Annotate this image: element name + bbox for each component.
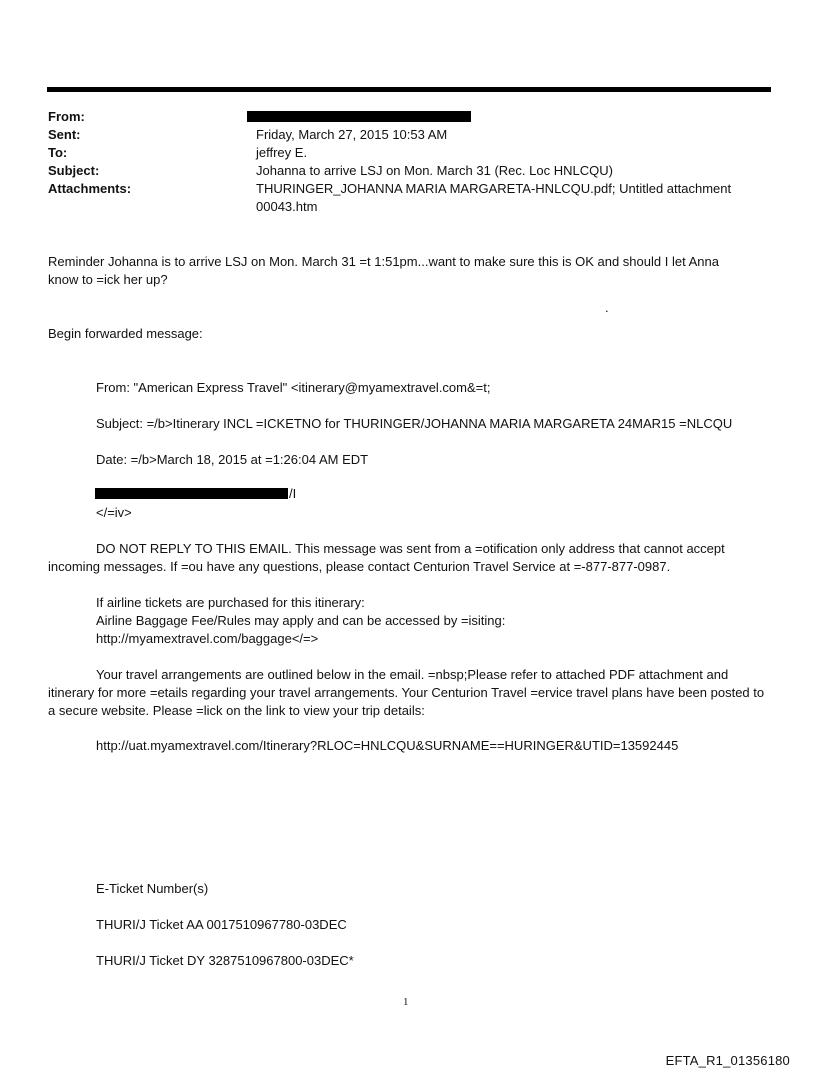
sent-value: Friday, March 27, 2015 10:53 AM: [256, 127, 448, 142]
ticket-dy: THURI/J Ticket DY 3287510967800-03DEC*: [96, 953, 354, 968]
page-number: 1: [403, 996, 409, 1008]
redacted-line: [95, 488, 288, 499]
baggage-line2: Airline Baggage Fee/Rules may apply and can be accessed by =isiting:: [96, 613, 506, 628]
do-not-reply-paragraph: DO NOT REPLY TO THIS EMAIL. This message was sent from a =otification only address that cannot accept incoming messages. If =ou have any questions, please contact Centurion Travel Service at =-877-877-0987.: [48, 541, 725, 574]
from-label: From:: [48, 109, 85, 124]
attachments-value-line2: 00043.htm: [256, 199, 318, 214]
redaction-tail: /I: [289, 486, 297, 501]
ticket-aa: THURI/J Ticket AA 0017510967780-03DEC: [96, 917, 347, 932]
subject-label: Subject:: [48, 163, 100, 178]
header-rule: [47, 87, 771, 92]
to-label: To:: [48, 145, 68, 160]
eticket-heading: E-Ticket Number(s): [96, 881, 209, 896]
subject-value: Johanna to arrive LSJ on Mon. March 31 (Rec. Loc HNLCQU): [256, 163, 613, 178]
forwarded-subject: Subject: =/b>Itinerary INCL =ICKETNO for THURINGER/JOHANNA MARIA MARGARETA 24MAR15 =NLCQU: [96, 416, 733, 431]
redacted-sender: [247, 111, 471, 122]
stray-dot: .: [605, 300, 609, 315]
arrangements-paragraph: Your travel arrangements are outlined below in the email. =nbsp;Please refer to attached PDF attachment and itinerary for more =etails regarding your travel arrangements. Your Centurion Travel =ervice travel plans have been posted to a secure website. Please =lick on the link to view your trip details:: [48, 667, 765, 718]
forwarded-date: Date: =/b>March 18, 2015 at =1:26:04 AM EDT: [96, 452, 369, 467]
baggage-link[interactable]: http://myamextravel.com/baggage</=>: [96, 631, 319, 646]
forward-intro: Begin forwarded message:: [48, 326, 203, 341]
itinerary-link[interactable]: http://uat.myamextravel.com/Itinerary?RLOC=HNLCQU&SURNAME==HURINGER&UTID=13592445: [96, 738, 679, 753]
baggage-line1: If airline tickets are purchased for this itinerary:: [96, 595, 365, 610]
attachments-value-line1: THURINGER_JOHANNA MARIA MARGARETA-HNLCQU.pdf; Untitled attachment: [256, 181, 732, 196]
sent-label: Sent:: [48, 127, 81, 142]
forwarded-from: From: "American Express Travel" <itinerary@myamextravel.com&=t;: [96, 380, 491, 395]
div-close-tag: </=iv>: [96, 505, 132, 520]
bates-number: EFTA_R1_01356180: [665, 1053, 790, 1068]
to-value: jeffrey E.: [256, 145, 308, 160]
attachments-label: Attachments:: [48, 181, 132, 196]
reminder-line2: know to =ick her up?: [48, 272, 168, 287]
reminder-line1: Reminder Johanna is to arrive LSJ on Mon. March 31 =t 1:51pm...want to make sure this is OK and should I let Anna: [48, 254, 719, 269]
